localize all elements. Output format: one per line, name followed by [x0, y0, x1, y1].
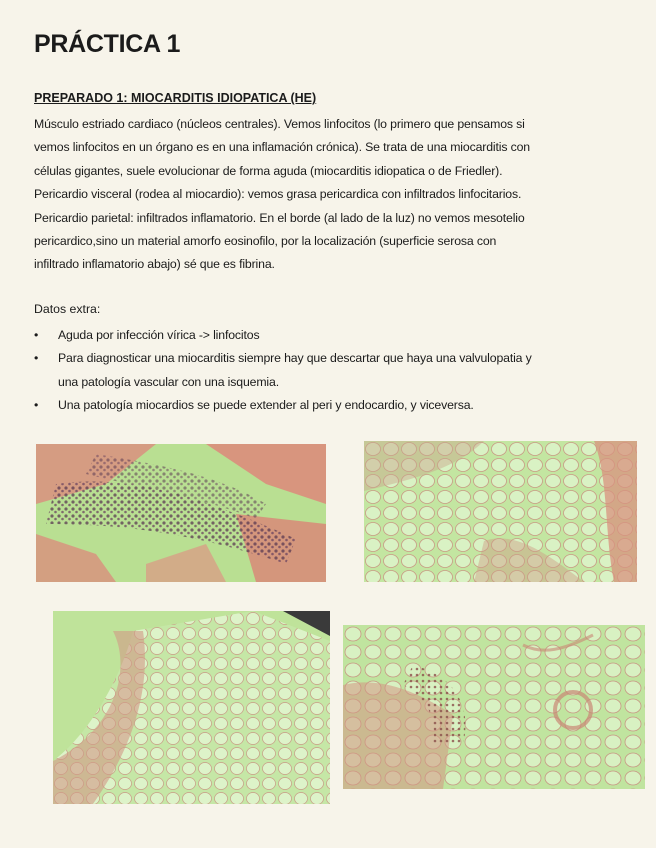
list-item: [34, 347, 624, 394]
page-title: PRÁCTICA 1: [34, 30, 181, 58]
extra-data-title: Datos extra:: [34, 302, 101, 316]
bullet-line: • Para diagnosticar una miocarditis siempre hay que descartar que haya una valvulopatia y: [58, 351, 532, 366]
micrograph-parietal-pericardium: [53, 611, 330, 804]
body-line: Pericardio parietal: infiltrados inflamatorio. En el borde (al lado de la luz) no vemos mesotelio: [34, 210, 525, 225]
body-line: infiltrado inflamatorio abajo) sé que es fibrina.: [34, 257, 275, 272]
micrograph-visceral-pericardium: [343, 625, 645, 789]
body-line: Pericardio visceral (rodea al miocardio): vemos grasa pericardica con infiltrados linfocitarios.: [34, 187, 522, 202]
body-line: pericardico,sino un material amorfo eosinofilo, por la localización (superficie serosa con: [34, 234, 497, 249]
list-item: [34, 324, 624, 347]
extra-data-list: [34, 324, 624, 418]
section-heading: PREPARADO 1: MIOCARDITIS IDIOPATICA (HE): [34, 91, 317, 105]
body-paragraph: [34, 113, 624, 277]
list-item: [34, 394, 624, 417]
micrograph-pericardial-fat: [364, 441, 637, 582]
micrograph-lymphocytic-infiltrate: [36, 444, 326, 582]
bullet-line: • Una patología miocardios se puede extender al peri y endocardio, y viceversa.: [58, 398, 474, 413]
body-line: vemos linfocitos en un órgano es en una inflamación crónica). Se trata de una miocarditis con: [34, 140, 530, 155]
bullet-line: una patología vascular con una isquemia.: [58, 374, 279, 389]
body-line: Músculo estriado cardiaco (núcleos centrales). Vemos linfocitos (lo primero que pensamos si: [34, 117, 525, 131]
bullet-line: • Aguda por infección vírica -> linfocitos: [58, 328, 260, 342]
body-line: células gigantes, suele evolucionar de forma aguda (miocarditis idiopatica o de Friedler).: [34, 163, 503, 178]
